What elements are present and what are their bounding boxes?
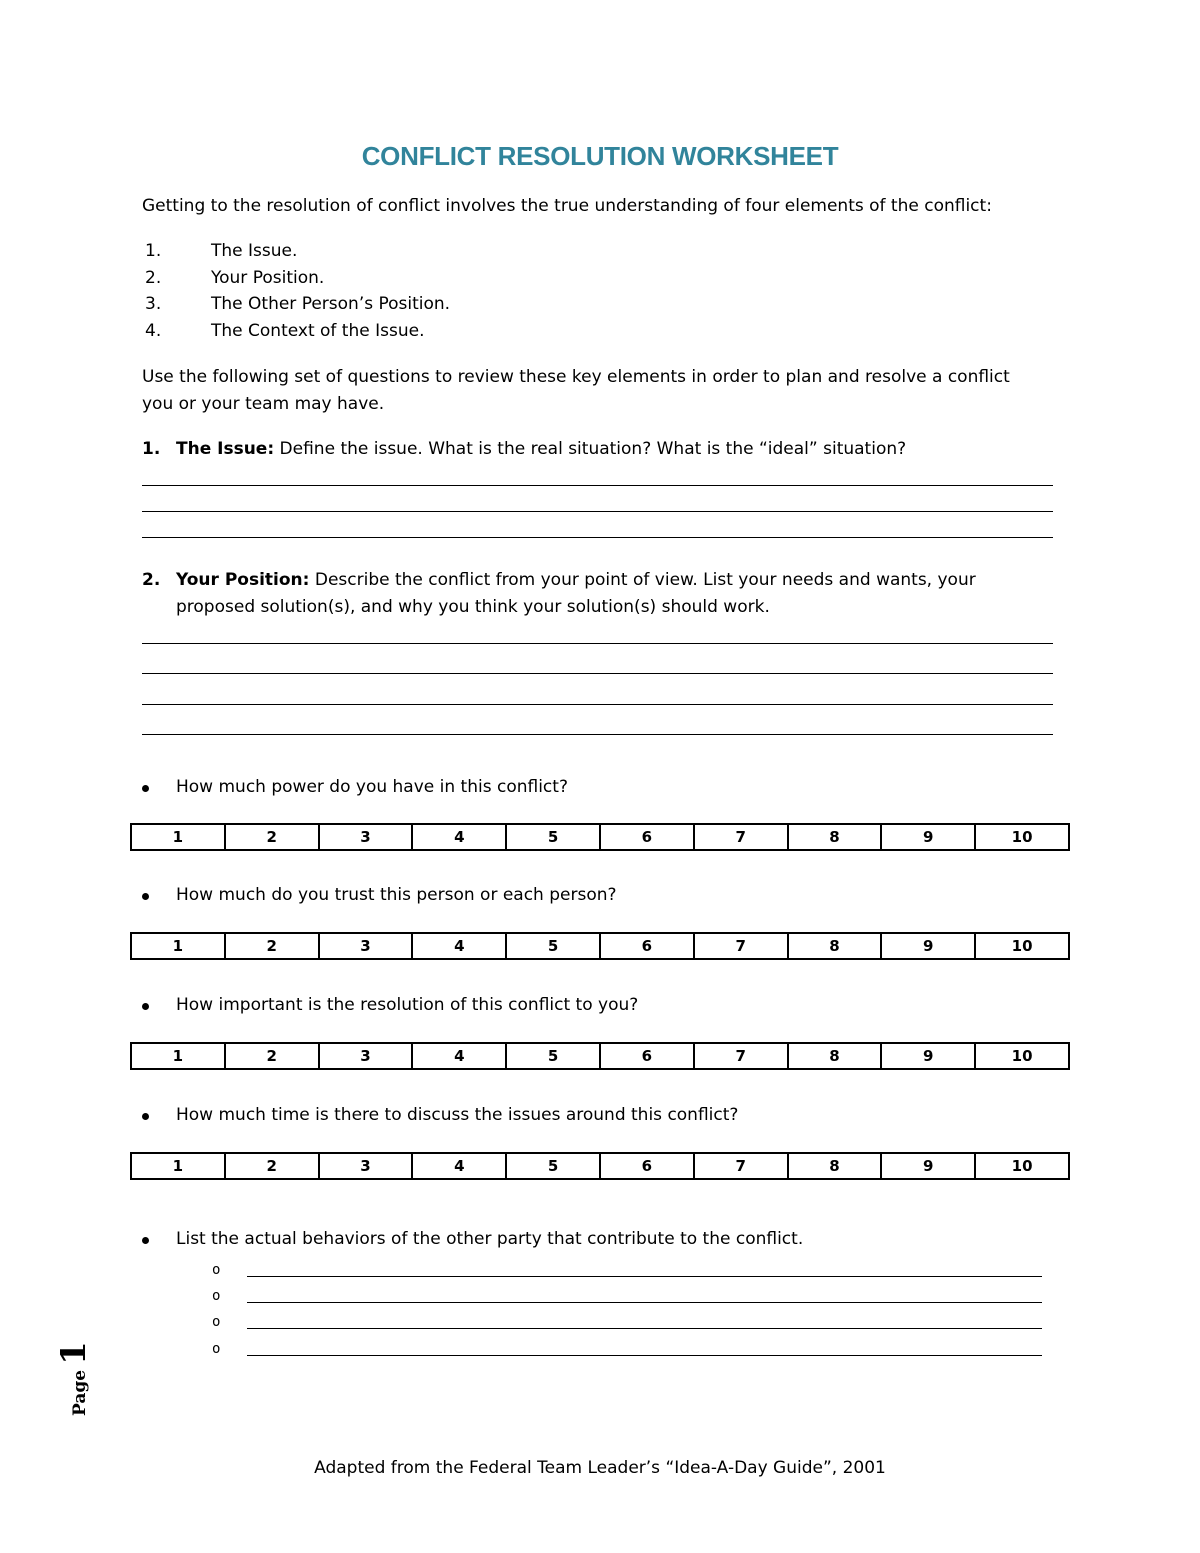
scale-cell-3[interactable]: 3	[319, 933, 413, 959]
answer-line[interactable]	[142, 673, 1053, 674]
circle-bullet-icon: o	[212, 1262, 221, 1278]
scale-cell-7[interactable]: 7	[694, 933, 788, 959]
scale-cell-7[interactable]: 7	[694, 1153, 788, 1179]
scale-cell-1[interactable]: 1	[131, 933, 225, 959]
scale-cell-5[interactable]: 5	[506, 933, 600, 959]
scale-cell-9[interactable]: 9	[881, 1043, 975, 1069]
scale-cell-10[interactable]: 10	[975, 1043, 1069, 1069]
list-item-number: 1.	[145, 241, 162, 261]
scale-cell-9[interactable]: 9	[881, 933, 975, 959]
scale-cell-3[interactable]: 3	[319, 824, 413, 850]
bullet-icon	[142, 1237, 149, 1244]
list-item-text: The Other Person’s Position.	[211, 294, 451, 314]
scale-cell-5[interactable]: 5	[506, 824, 600, 850]
question-text: Describe the conflict from your point of view. List your needs and wants, your	[309, 570, 976, 590]
scale-cell-2[interactable]: 2	[225, 824, 319, 850]
answer-line[interactable]	[142, 643, 1053, 644]
instructions-line-2: you or your team may have.	[142, 394, 385, 414]
rating-question-text: How much time is there to discuss the issues around this conflict?	[176, 1105, 739, 1125]
scale-cell-3[interactable]: 3	[319, 1043, 413, 1069]
behaviors-question-text: List the actual behaviors of the other party that contribute to the conflict.	[176, 1229, 804, 1249]
rating-question-text: How much do you trust this person or each person?	[176, 885, 617, 905]
circle-bullet-icon: o	[212, 1341, 221, 1357]
rating-question-text: How important is the resolution of this conflict to you?	[176, 995, 639, 1015]
scale-cell-5[interactable]: 5	[506, 1043, 600, 1069]
circle-bullet-icon: o	[212, 1288, 221, 1304]
scale-cell-1[interactable]: 1	[131, 824, 225, 850]
list-item-number: 3.	[145, 294, 162, 314]
scale-cell-10[interactable]: 10	[975, 824, 1069, 850]
intro-text: Getting to the resolution of conflict involves the true understanding of four elements of the conflict:	[142, 196, 992, 216]
scale-cell-9[interactable]: 9	[881, 824, 975, 850]
scale-cell-1[interactable]: 1	[131, 1043, 225, 1069]
behavior-answer-line[interactable]	[247, 1276, 1042, 1277]
scale-cell-6[interactable]: 6	[600, 824, 694, 850]
behavior-answer-line[interactable]	[247, 1328, 1042, 1329]
scale-cell-4[interactable]: 4	[412, 933, 506, 959]
bullet-icon	[142, 785, 149, 792]
behavior-answer-line[interactable]	[247, 1355, 1042, 1356]
rating-question-text: How much power do you have in this conflict?	[176, 777, 568, 797]
bullet-icon	[142, 1003, 149, 1010]
scale-cell-6[interactable]: 6	[600, 1153, 694, 1179]
scale-cell-2[interactable]: 2	[225, 1153, 319, 1179]
scale-cell-5[interactable]: 5	[506, 1153, 600, 1179]
scale-cell-3[interactable]: 3	[319, 1153, 413, 1179]
rating-scale-trust	[130, 932, 1070, 960]
question-text: proposed solution(s), and why you think your solution(s) should work.	[176, 597, 770, 617]
scale-cell-7[interactable]: 7	[694, 1043, 788, 1069]
footer-citation: Adapted from the Federal Team Leader’s “Idea-A-Day Guide”, 2001	[314, 1458, 886, 1478]
scale-cell-8[interactable]: 8	[788, 1153, 882, 1179]
scale-cell-10[interactable]: 10	[975, 933, 1069, 959]
scale-cell-6[interactable]: 6	[600, 1043, 694, 1069]
list-item-number: 2.	[145, 267, 162, 288]
worksheet-title: CONFLICT RESOLUTION WORKSHEET	[361, 141, 839, 171]
scale-cell-9[interactable]: 9	[881, 1153, 975, 1179]
scale-cell-7[interactable]: 7	[694, 824, 788, 850]
question-text: Define the issue. What is the real situation? What is the “ideal” situation?	[274, 439, 907, 459]
scale-cell-8[interactable]: 8	[788, 824, 882, 850]
list-item-text: The Issue.	[211, 241, 298, 261]
instructions-line-1: Use the following set of questions to review these key elements in order to plan and resolve a conflict	[142, 367, 1010, 387]
page-number: 1	[54, 1341, 94, 1365]
page-number-marker	[48, 1320, 108, 1420]
rating-scale-power	[130, 823, 1070, 851]
scale-cell-4[interactable]: 4	[412, 1153, 506, 1179]
page-label: Page	[70, 1369, 90, 1416]
scale-cell-8[interactable]: 8	[788, 1043, 882, 1069]
bullet-icon	[142, 1113, 149, 1120]
scale-cell-1[interactable]: 1	[131, 1153, 225, 1179]
scale-cell-8[interactable]: 8	[788, 933, 882, 959]
scale-cell-6[interactable]: 6	[600, 933, 694, 959]
circle-bullet-icon: o	[212, 1314, 221, 1330]
rating-scale-time	[130, 1152, 1070, 1180]
list-item-number: 4.	[145, 320, 162, 341]
scale-cell-2[interactable]: 2	[225, 1043, 319, 1069]
list-item-text: The Context of the Issue.	[211, 320, 425, 341]
scale-cell-4[interactable]: 4	[412, 824, 506, 850]
bullet-icon	[142, 893, 149, 900]
question-label: The Issue:	[176, 439, 275, 459]
rating-scale-importance	[130, 1042, 1070, 1070]
scale-cell-4[interactable]: 4	[412, 1043, 506, 1069]
answer-line[interactable]	[142, 704, 1053, 705]
answer-line[interactable]	[142, 485, 1053, 486]
question-number: 1.	[142, 439, 161, 459]
answer-line[interactable]	[142, 734, 1053, 735]
answer-line[interactable]	[142, 537, 1053, 538]
scale-cell-10[interactable]: 10	[975, 1153, 1069, 1179]
scale-cell-2[interactable]: 2	[225, 933, 319, 959]
question-label: Your Position:	[176, 570, 310, 590]
question-number: 2.	[142, 570, 161, 590]
behavior-answer-line[interactable]	[247, 1302, 1042, 1303]
answer-line[interactable]	[142, 511, 1053, 512]
list-item-text: Your Position.	[211, 267, 325, 288]
